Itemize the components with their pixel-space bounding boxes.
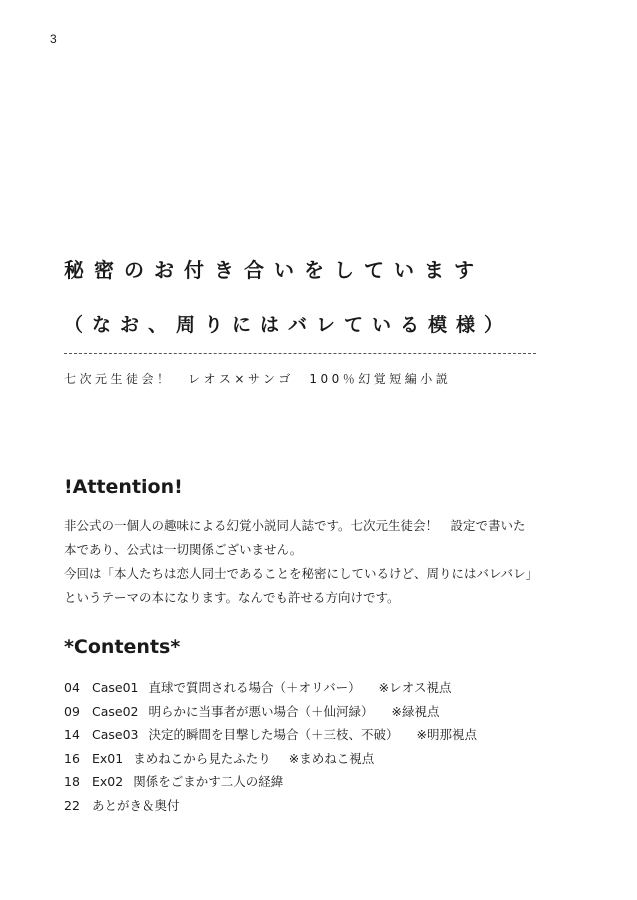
contents-note: ※レオス視点 — [378, 680, 452, 695]
attention-heading: !Attention! — [64, 476, 183, 498]
page-number: 3 — [50, 32, 57, 46]
contents-title: 決定的瞬間を目撃した場合（＋三枝、不破） — [148, 727, 399, 742]
contents-title: あとがき＆奥付 — [92, 797, 180, 813]
contents-label: Case02 — [92, 703, 139, 719]
attention-body — [64, 514, 534, 610]
book-title: 秘密のお付き合いをしています — [64, 258, 484, 282]
series-line: 七次元生徒会！ レオス×サンゴ 100％幻覚短編小説 — [64, 372, 452, 386]
contents-page: 09 — [64, 703, 80, 719]
contents-title: まめねこから見たふたり — [133, 750, 271, 766]
contents-item — [64, 723, 477, 747]
contents-title: 関係をごまかす二人の経緯 — [133, 774, 284, 789]
contents-item — [64, 747, 477, 771]
contents-label: Case01 — [92, 680, 139, 695]
contents-label: Ex01 — [92, 750, 124, 766]
contents-page: 22 — [64, 797, 80, 813]
contents-list — [64, 676, 477, 817]
contents-item — [64, 700, 477, 724]
contents-page: 16 — [64, 750, 80, 766]
contents-label: Case03 — [92, 727, 139, 742]
contents-label: Ex02 — [92, 774, 124, 789]
attention-paragraph: 非公式の一個人の趣味による幻覚小説同人誌です。七次元生徒会！ 設定で書いた本であり、公式は一切関係ございません。 — [64, 518, 526, 557]
contents-note: ※緑視点 — [391, 703, 440, 719]
contents-item — [64, 794, 477, 818]
contents-page: 04 — [64, 680, 80, 695]
contents-title: 直球で質問される場合（＋オリバー） — [148, 680, 361, 695]
contents-item — [64, 770, 477, 794]
contents-title: 明らかに当事者が悪い場合（＋仙河緑） — [148, 703, 374, 719]
attention-paragraph: 今回は「本人たちは恋人同士であることを秘密にしているけど、周りにはバレバレ」というテーマの本になります。なんでも許せる方向けです。 — [64, 566, 532, 605]
contents-note: ※まめねこ視点 — [288, 750, 375, 766]
contents-page: 18 — [64, 774, 80, 789]
contents-note: ※明那視点 — [416, 727, 477, 742]
book-subtitle: （なお、周りにはバレている模様） — [64, 314, 513, 336]
contents-heading: *Contents* — [64, 636, 181, 658]
contents-item — [64, 676, 477, 700]
dashed-divider — [64, 353, 536, 354]
contents-page: 14 — [64, 727, 80, 742]
